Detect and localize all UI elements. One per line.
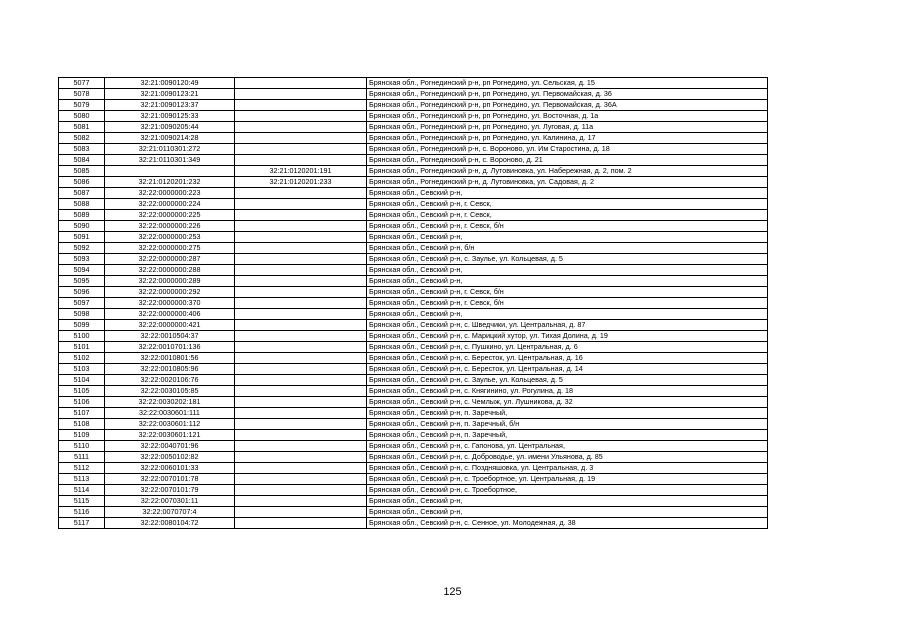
cadastral-number-cell: 32:21:0110301:272 [105, 144, 235, 155]
page-number: 125 [443, 586, 462, 598]
row-number-cell: 5090 [59, 221, 105, 232]
row-number-cell: 5108 [59, 419, 105, 430]
related-cadastral-number-cell: 32:21:0120201:191 [235, 166, 367, 177]
row-number-cell: 5098 [59, 309, 105, 320]
table-row [59, 408, 768, 419]
cadastral-number-cell: 32:22:0000000:224 [105, 199, 235, 210]
cadastral-number-cell: 32:21:0110301:349 [105, 155, 235, 166]
row-number-cell: 5078 [59, 89, 105, 100]
cadastral-number-cell: 32:22:0060101:33 [105, 463, 235, 474]
related-cadastral-number-cell [235, 496, 367, 507]
related-cadastral-number-cell [235, 210, 367, 221]
related-cadastral-number-cell [235, 419, 367, 430]
address-cell: Брянская обл., Севский р-н, с. Марицкий хутор, ул. Тихая Долина, д. 19 [367, 331, 768, 342]
address-cell: Брянская обл., Севский р-н, г. Севск, [367, 199, 768, 210]
related-cadastral-number-cell [235, 199, 367, 210]
row-number-cell: 5111 [59, 452, 105, 463]
table-row [59, 452, 768, 463]
row-number-cell: 5096 [59, 287, 105, 298]
address-cell: Брянская обл., Севский р-н, с. Чемлыж, ул. Лушникова, д. 32 [367, 397, 768, 408]
table-row [59, 507, 768, 518]
table-row [59, 364, 768, 375]
address-cell: Брянская обл., Севский р-н, с. Княгинино, ул. Рогулина, д. 18 [367, 386, 768, 397]
row-number-cell: 5110 [59, 441, 105, 452]
row-number-cell: 5091 [59, 232, 105, 243]
cadastral-number-cell: 32:22:0080104:72 [105, 518, 235, 529]
related-cadastral-number-cell [235, 298, 367, 309]
cadastral-number-cell: 32:22:0000000:289 [105, 276, 235, 287]
address-cell: Брянская обл., Рогнединский р-н, рп Рогнедино, ул. Первомайская, д. 36А [367, 100, 768, 111]
row-number-cell: 5116 [59, 507, 105, 518]
cadastral-number-cell: 32:21:0090205:44 [105, 122, 235, 133]
cadastral-number-cell: 32:22:0010701:136 [105, 342, 235, 353]
table-row [59, 122, 768, 133]
table-row [59, 144, 768, 155]
address-cell: Брянская обл., Севский р-н, б/н [367, 243, 768, 254]
row-number-cell: 5077 [59, 78, 105, 89]
cadastral-number-cell: 32:22:0000000:292 [105, 287, 235, 298]
cadastral-number-cell: 32:22:0050102:82 [105, 452, 235, 463]
related-cadastral-number-cell [235, 89, 367, 100]
row-number-cell: 5117 [59, 518, 105, 529]
related-cadastral-number-cell [235, 452, 367, 463]
related-cadastral-number-cell [235, 155, 367, 166]
table-row [59, 243, 768, 254]
address-cell: Брянская обл., Севский р-н, [367, 496, 768, 507]
row-number-cell: 5079 [59, 100, 105, 111]
table-row [59, 177, 768, 188]
address-cell: Брянская обл., Рогнединский р-н, рп Рогнедино, ул. Восточная, д. 1а [367, 111, 768, 122]
cadastral-number-cell: 32:22:0030601:121 [105, 430, 235, 441]
table-row [59, 221, 768, 232]
related-cadastral-number-cell [235, 463, 367, 474]
related-cadastral-number-cell [235, 254, 367, 265]
address-cell: Брянская обл., Севский р-н, г. Севск, [367, 210, 768, 221]
address-cell: Брянская обл., Севский р-н, с. Доброводье, ул. имени Ульянова, д. 85 [367, 452, 768, 463]
address-cell: Брянская обл., Рогнединский р-н, рп Рогнедино, ул. Луговая, д. 11а [367, 122, 768, 133]
cadastral-number-cell: 32:22:0030601:111 [105, 408, 235, 419]
table-row [59, 155, 768, 166]
address-cell: Брянская обл., Рогнединский р-н, д. Лутовиновка, ул. Садовая, д. 2 [367, 177, 768, 188]
address-cell: Брянская обл., Рогнединский р-н, с. Вороново, ул. Им Старостина, д. 18 [367, 144, 768, 155]
table-row [59, 419, 768, 430]
table-row [59, 133, 768, 144]
address-cell: Брянская обл., Севский р-н, с. Пушкино, ул. Центральная, д. 6 [367, 342, 768, 353]
cadastral-number-cell: 32:22:0030601:112 [105, 419, 235, 430]
address-cell: Брянская обл., Севский р-н, [367, 507, 768, 518]
table-row [59, 199, 768, 210]
address-cell: Брянская обл., Севский р-н, [367, 276, 768, 287]
cadastral-number-cell: 32:22:0040701:96 [105, 441, 235, 452]
address-cell: Брянская обл., Севский р-н, [367, 232, 768, 243]
cadastral-number-cell: 32:22:0020106:76 [105, 375, 235, 386]
related-cadastral-number-cell [235, 78, 367, 89]
row-number-cell: 5101 [59, 342, 105, 353]
cadastral-number-cell: 32:22:0030202:181 [105, 397, 235, 408]
row-number-cell: 5114 [59, 485, 105, 496]
table-row [59, 485, 768, 496]
related-cadastral-number-cell [235, 309, 367, 320]
related-cadastral-number-cell [235, 276, 367, 287]
related-cadastral-number-cell [235, 485, 367, 496]
address-cell: Брянская обл., Севский р-н, с. Троебортное, [367, 485, 768, 496]
related-cadastral-number-cell [235, 265, 367, 276]
related-cadastral-number-cell [235, 518, 367, 529]
cadastral-number-cell: 32:21:0090123:21 [105, 89, 235, 100]
cadastral-number-cell: 32:22:0010801:56 [105, 353, 235, 364]
cadastral-number-cell: 32:22:0010805:96 [105, 364, 235, 375]
cadastral-number-cell: 32:22:0000000:223 [105, 188, 235, 199]
table-row [59, 320, 768, 331]
address-cell: Брянская обл., Севский р-н, п. Заречный, б/н [367, 419, 768, 430]
address-cell: Брянская обл., Рогнединский р-н, рп Рогнедино, ул. Калинина, д. 17 [367, 133, 768, 144]
table-row [59, 397, 768, 408]
address-cell: Брянская обл., Рогнединский р-н, с. Вороново, д. 21 [367, 155, 768, 166]
cadastral-number-cell: 32:22:0070301:11 [105, 496, 235, 507]
address-cell: Брянская обл., Севский р-н, с. Бересток, ул. Центральная, д. 16 [367, 353, 768, 364]
related-cadastral-number-cell [235, 243, 367, 254]
address-cell: Брянская обл., Севский р-н, г. Севск, б/н [367, 221, 768, 232]
related-cadastral-number-cell [235, 397, 367, 408]
table-row [59, 386, 768, 397]
related-cadastral-number-cell [235, 386, 367, 397]
address-cell: Брянская обл., Севский р-н, с. Заулье, ул. Кольцевая, д. 5 [367, 375, 768, 386]
row-number-cell: 5089 [59, 210, 105, 221]
cadastral-number-cell: 32:22:0000000:226 [105, 221, 235, 232]
property-table [58, 77, 768, 529]
address-cell: Брянская обл., Севский р-н, г. Севск, б/н [367, 287, 768, 298]
row-number-cell: 5088 [59, 199, 105, 210]
related-cadastral-number-cell [235, 408, 367, 419]
table-row [59, 309, 768, 320]
table-row [59, 276, 768, 287]
address-cell: Брянская обл., Рогнединский р-н, рп Рогнедино, ул. Первомайская, д. 36 [367, 89, 768, 100]
related-cadastral-number-cell [235, 232, 367, 243]
address-cell: Брянская обл., Севский р-н, с. Гапонова, ул. Центральная, [367, 441, 768, 452]
related-cadastral-number-cell [235, 353, 367, 364]
related-cadastral-number-cell [235, 474, 367, 485]
table-row [59, 331, 768, 342]
related-cadastral-number-cell [235, 122, 367, 133]
cadastral-number-cell: 32:22:0010504:37 [105, 331, 235, 342]
cadastral-number-cell: 32:21:0090125:33 [105, 111, 235, 122]
table-row [59, 78, 768, 89]
address-cell: Брянская обл., Севский р-н, п. Заречный, [367, 408, 768, 419]
row-number-cell: 5085 [59, 166, 105, 177]
row-number-cell: 5082 [59, 133, 105, 144]
table-row [59, 430, 768, 441]
related-cadastral-number-cell [235, 430, 367, 441]
related-cadastral-number-cell [235, 133, 367, 144]
cadastral-number-cell: 32:22:0000000:370 [105, 298, 235, 309]
table-row [59, 232, 768, 243]
related-cadastral-number-cell [235, 100, 367, 111]
address-cell: Брянская обл., Севский р-н, с. Троебортное, ул. Центральная, д. 19 [367, 474, 768, 485]
row-number-cell: 5083 [59, 144, 105, 155]
cadastral-number-cell: 32:22:0000000:288 [105, 265, 235, 276]
cadastral-number-cell: 32:22:0000000:253 [105, 232, 235, 243]
cadastral-number-cell: 32:22:0000000:225 [105, 210, 235, 221]
row-number-cell: 5106 [59, 397, 105, 408]
table-row [59, 89, 768, 100]
table-row [59, 188, 768, 199]
table-row [59, 298, 768, 309]
related-cadastral-number-cell [235, 331, 367, 342]
table-row [59, 287, 768, 298]
table-row [59, 353, 768, 364]
table-row [59, 375, 768, 386]
row-number-cell: 5100 [59, 331, 105, 342]
cadastral-number-cell: 32:22:0070101:79 [105, 485, 235, 496]
row-number-cell: 5105 [59, 386, 105, 397]
cadastral-number-cell: 32:21:0090214:28 [105, 133, 235, 144]
related-cadastral-number-cell [235, 111, 367, 122]
address-cell: Брянская обл., Севский р-н, г. Севск, б/н [367, 298, 768, 309]
cadastral-number-cell: 32:21:0090120:49 [105, 78, 235, 89]
address-cell: Брянская обл., Севский р-н, [367, 188, 768, 199]
table-row [59, 342, 768, 353]
cadastral-number-cell: 32:22:0000000:275 [105, 243, 235, 254]
row-number-cell: 5080 [59, 111, 105, 122]
row-number-cell: 5092 [59, 243, 105, 254]
related-cadastral-number-cell [235, 364, 367, 375]
address-cell: Брянская обл., Севский р-н, с. Шведчики, ул. Центральная, д. 87 [367, 320, 768, 331]
address-cell: Брянская обл., Рогнединский р-н, рп Рогнедино, ул. Сельская, д. 15 [367, 78, 768, 89]
table-row [59, 463, 768, 474]
cadastral-number-cell: 32:21:0120201:232 [105, 177, 235, 188]
cadastral-number-cell: 32:22:0030105:85 [105, 386, 235, 397]
address-cell: Брянская обл., Рогнединский р-н, д. Лутовиновка, ул. Набережная, д. 2, пом. 2 [367, 166, 768, 177]
related-cadastral-number-cell: 32:21:0120201:233 [235, 177, 367, 188]
address-cell: Брянская обл., Севский р-н, с. Заулье, ул. Кольцевая, д. 5 [367, 254, 768, 265]
row-number-cell: 5087 [59, 188, 105, 199]
related-cadastral-number-cell [235, 441, 367, 452]
row-number-cell: 5093 [59, 254, 105, 265]
table-row [59, 166, 768, 177]
cadastral-number-cell: 32:22:0000000:421 [105, 320, 235, 331]
table-row [59, 496, 768, 507]
table-row [59, 474, 768, 485]
related-cadastral-number-cell [235, 188, 367, 199]
table-row [59, 210, 768, 221]
cadastral-number-cell: 32:22:0000000:406 [105, 309, 235, 320]
table-row [59, 254, 768, 265]
address-cell: Брянская обл., Севский р-н, п. Заречный, [367, 430, 768, 441]
row-number-cell: 5086 [59, 177, 105, 188]
row-number-cell: 5102 [59, 353, 105, 364]
row-number-cell: 5112 [59, 463, 105, 474]
cadastral-number-cell: 32:21:0090123:37 [105, 100, 235, 111]
table-row [59, 518, 768, 529]
address-cell: Брянская обл., Севский р-н, с. Поздняшовка, ул. Центральная, д. 3 [367, 463, 768, 474]
related-cadastral-number-cell [235, 221, 367, 232]
related-cadastral-number-cell [235, 342, 367, 353]
address-cell: Брянская обл., Севский р-н, [367, 265, 768, 276]
cadastral-number-cell: 32:22:0070707:4 [105, 507, 235, 518]
row-number-cell: 5095 [59, 276, 105, 287]
row-number-cell: 5113 [59, 474, 105, 485]
address-cell: Брянская обл., Севский р-н, с. Бересток, ул. Центральная, д. 14 [367, 364, 768, 375]
cadastral-number-cell: 32:22:0000000:287 [105, 254, 235, 265]
row-number-cell: 5104 [59, 375, 105, 386]
related-cadastral-number-cell [235, 320, 367, 331]
related-cadastral-number-cell [235, 375, 367, 386]
row-number-cell: 5103 [59, 364, 105, 375]
row-number-cell: 5109 [59, 430, 105, 441]
related-cadastral-number-cell [235, 144, 367, 155]
table-row [59, 111, 768, 122]
address-cell: Брянская обл., Севский р-н, [367, 309, 768, 320]
row-number-cell: 5094 [59, 265, 105, 276]
table-row [59, 441, 768, 452]
related-cadastral-number-cell [235, 507, 367, 518]
address-cell: Брянская обл., Севский р-н, с. Сенное, ул. Молодежная, д. 38 [367, 518, 768, 529]
table-row [59, 100, 768, 111]
row-number-cell: 5084 [59, 155, 105, 166]
table-body [59, 78, 768, 529]
row-number-cell: 5107 [59, 408, 105, 419]
row-number-cell: 5097 [59, 298, 105, 309]
table-row [59, 265, 768, 276]
row-number-cell: 5099 [59, 320, 105, 331]
cadastral-number-cell [105, 166, 235, 177]
row-number-cell: 5115 [59, 496, 105, 507]
related-cadastral-number-cell [235, 287, 367, 298]
row-number-cell: 5081 [59, 122, 105, 133]
cadastral-number-cell: 32:22:0070101:78 [105, 474, 235, 485]
